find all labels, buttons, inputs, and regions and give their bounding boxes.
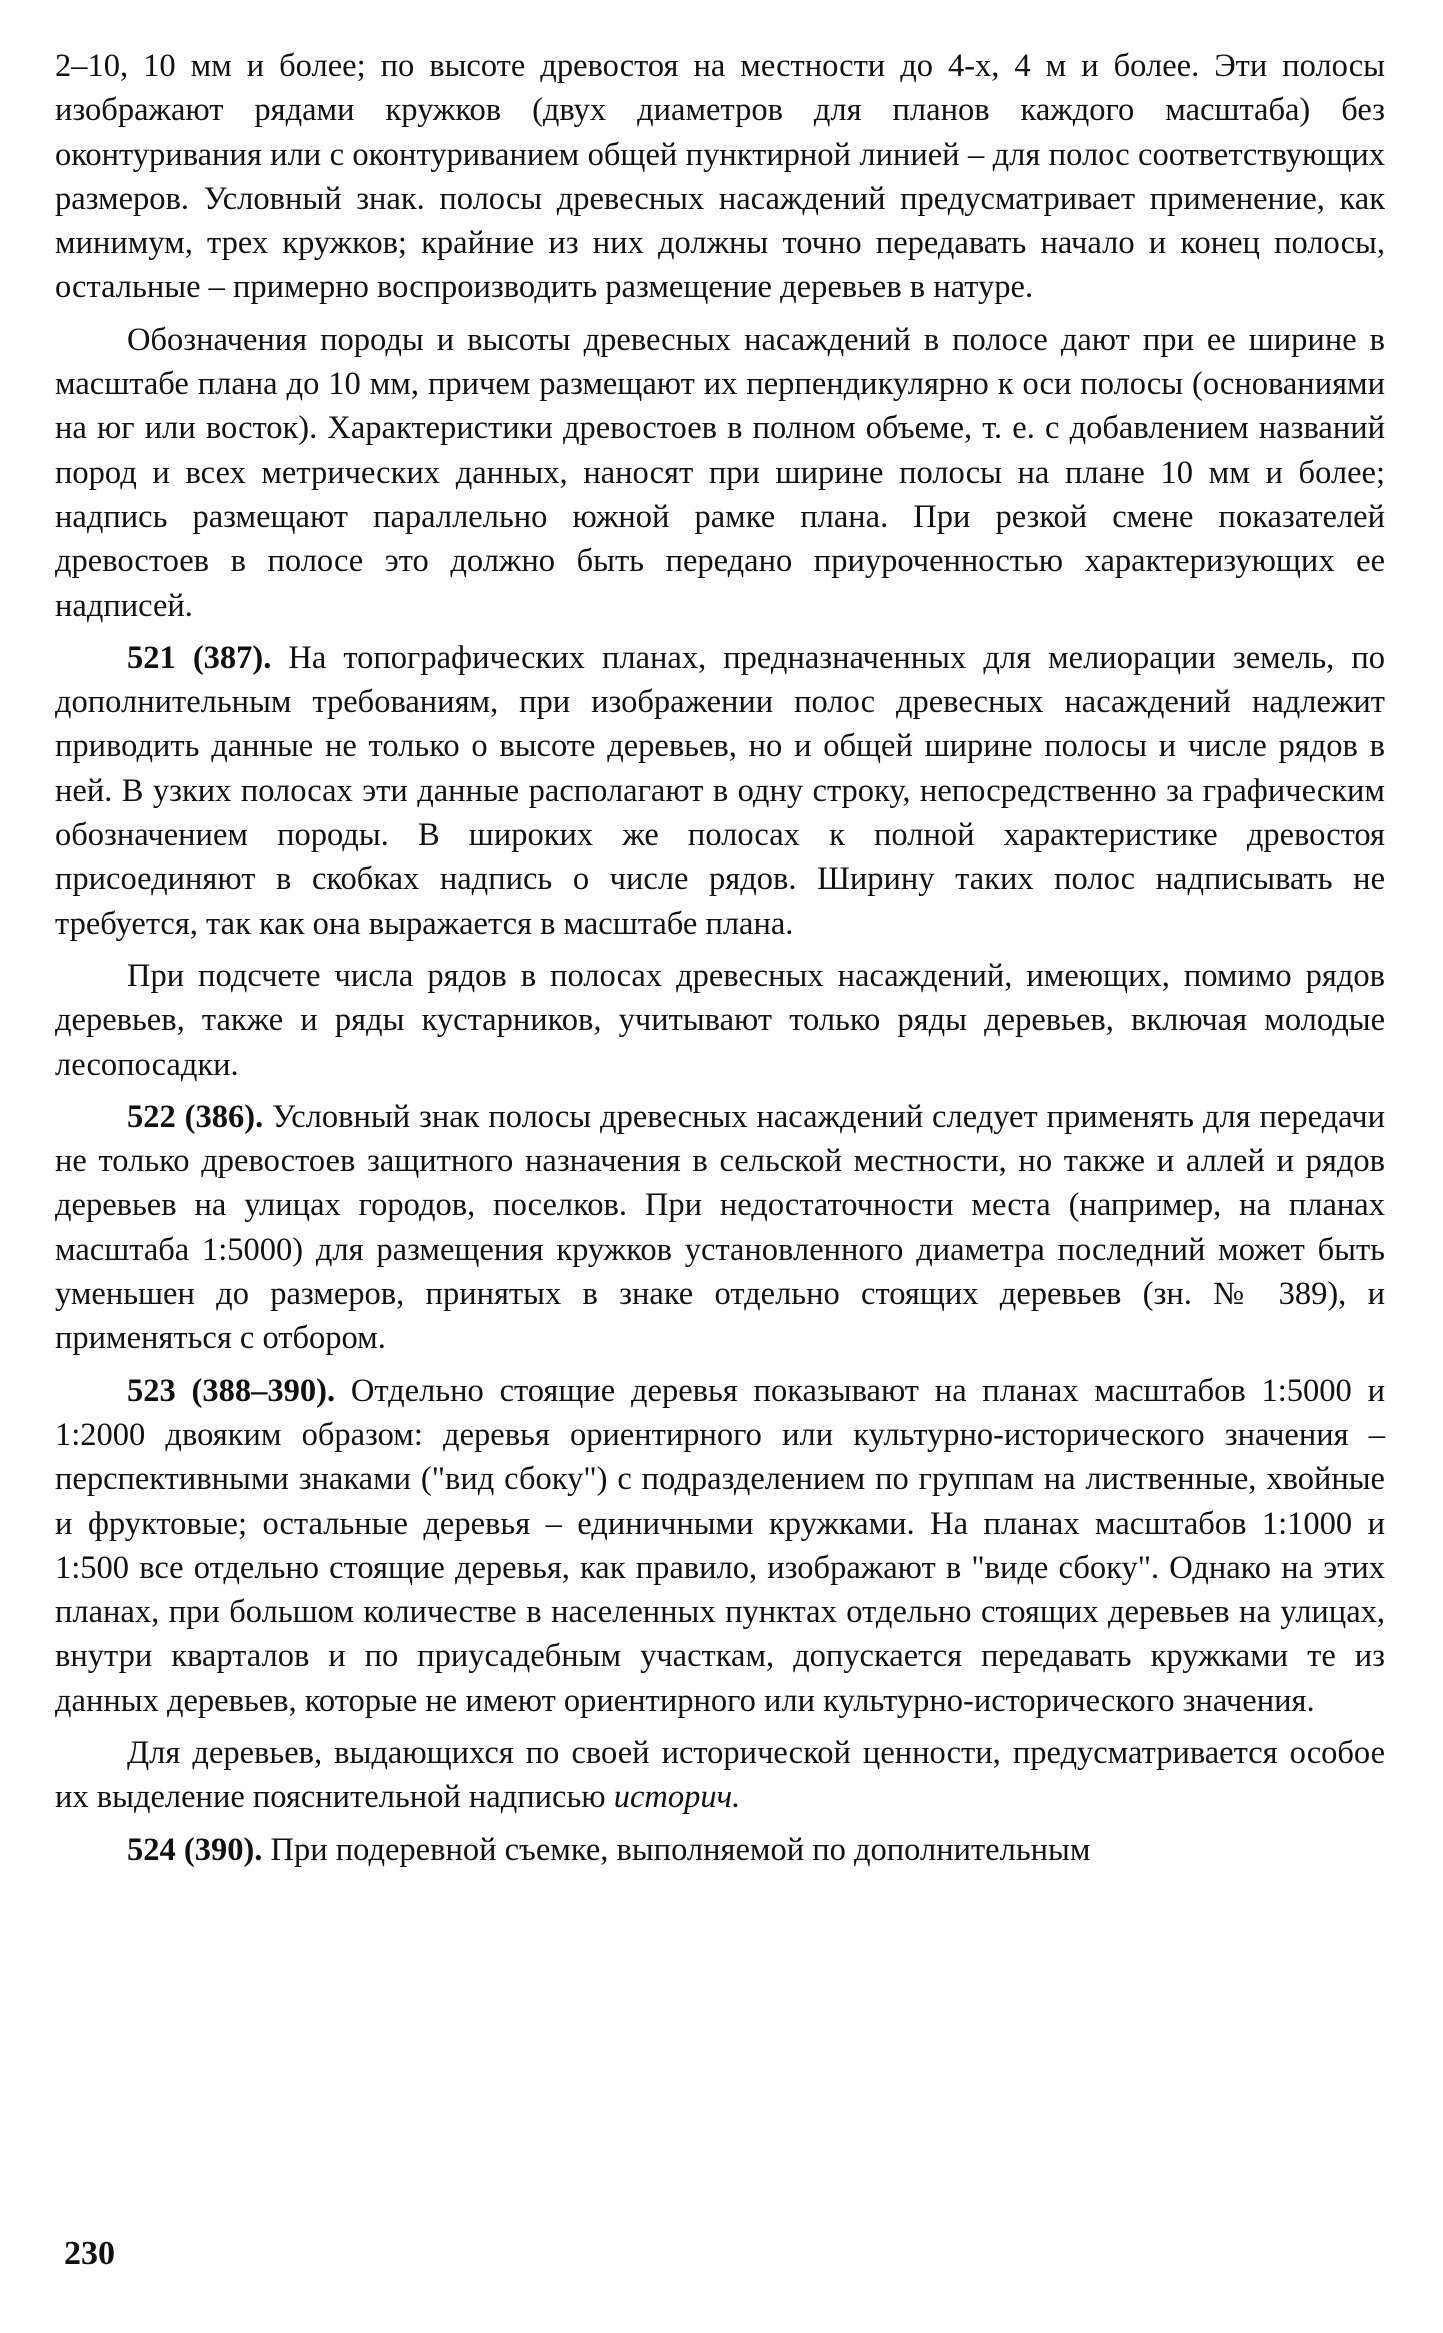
paragraph-2-text: Обозначения породы и высоты древесных насаждений в полосе дают при ее ширине в масштабе плана до 10 мм, причем размещают их перпендикулярно к оси полосы (основаниями на юг или восток). Характеристики древостоев в полном объеме, т. е. с добавлением названий пород и всех метрических данных, наносят при ширине полосы на плане 10 мм и более; надпись размещают параллельно южной рамке плана. При резкой смене показателей древостоев в полосе это должно быть передано приуроченностью характеризующих ее надписей. <box>55 321 1385 624</box>
document-body <box>55 44 1385 1872</box>
paragraph-7-text: Для деревьев, выдающихся по своей исторической ценности, предусматривается особое их выделение пояснительной надписью <box>55 1734 1385 1816</box>
paragraph-1-text: 2–10, 10 мм и более; по высоте древостоя на местности до 4-х, 4 м и более. Эти полосы изображают рядами кружков (двух диаметров для планов каждого масштаба) без оконтуривания или с оконтуриванием общей пунктирной линией – для полос соответствующих размеров. Условный знак. полосы древесных насаждений предусматривает применение, как минимум, трех кружков; крайние из них должны точно передавать начало и конец полосы, остальные – примерно воспроизводить размещение деревьев в натуре. <box>55 48 1385 306</box>
section-number-524: 524 (390). <box>127 1831 263 1868</box>
paragraph-7 <box>55 1731 1385 1820</box>
paragraph-4-text: При подсчете числа рядов в полосах древесных насаждений, имеющих, помимо рядов деревьев, также и ряды кустарников, учитывают только ряды деревьев, включая молодые лесопосадки. <box>55 957 1385 1083</box>
paragraph-524 <box>55 1828 1385 1872</box>
paragraph-2 <box>55 318 1385 628</box>
section-number-523: 523 (388–390). <box>127 1372 336 1409</box>
paragraph-1 <box>55 44 1385 310</box>
paragraph-4 <box>55 954 1385 1087</box>
paragraph-7-italic-term: историч. <box>613 1779 741 1816</box>
section-number-521: 521 (387). <box>127 639 272 676</box>
section-number-522: 522 (386). <box>127 1098 264 1135</box>
paragraph-522-text: Условный знак полосы древесных насаждений следует применять для передачи не только древостоев защитного назначения в сельской местности, но также и аллей и рядов деревьев на улицах городов, поселков. При недостаточности места (например, на планах масштаба 1:5000) для размещения кружков установленного диаметра последний может быть уменьшен до размеров, принятых в знаке отдельно стоящих деревьев (зн. № 389), и применяться с отбором. <box>55 1098 1385 1357</box>
paragraph-522 <box>55 1095 1385 1361</box>
paragraph-521-text: На топографических планах, предназначенных для мелиорации земель, по дополнительным требованиям, при изображении полос древесных насаждений надлежит приводить данные не только о высоте деревьев, но и общей ширине полосы и числе рядов в ней. В узких полосах эти данные располагают в одну строку, непосредственно за графическим обозначением породы. В широких же полосах к полной характеристике древостоя присоединяют в скобках надпись о числе рядов. Ширину таких полос надписывать не требуется, так как она выражается в масштабе плана. <box>55 639 1385 942</box>
paragraph-523 <box>55 1369 1385 1723</box>
paragraph-521 <box>55 636 1385 946</box>
paragraph-523-text: Отдельно стоящие деревья показывают на планах масштабов 1:5000 и 1:2000 двояким образом: деревья ориентирного или культурно-исторического значения – перспективными знаками ("вид сбоку") с подразделением по группам на лиственные, хвойные и фруктовые; остальные деревья – единичными кружками. На планах масштабов 1:1000 и 1:500 все отдельно стоящие деревья, как правило, изображают в "виде сбоку". Однако на этих планах, при большом количестве в населенных пунктах отдельно стоящих деревьев на улицах, внутри кварталов и по приусадебным участкам, допускается передавать кружками те из данных деревьев, которые не имеют ориентирного или культурно-исторического значения. <box>55 1372 1385 1719</box>
page-number: 230 <box>64 2235 115 2272</box>
paragraph-524-text: При подеревной съемке, выполняемой по дополнительным <box>262 1831 1091 1868</box>
